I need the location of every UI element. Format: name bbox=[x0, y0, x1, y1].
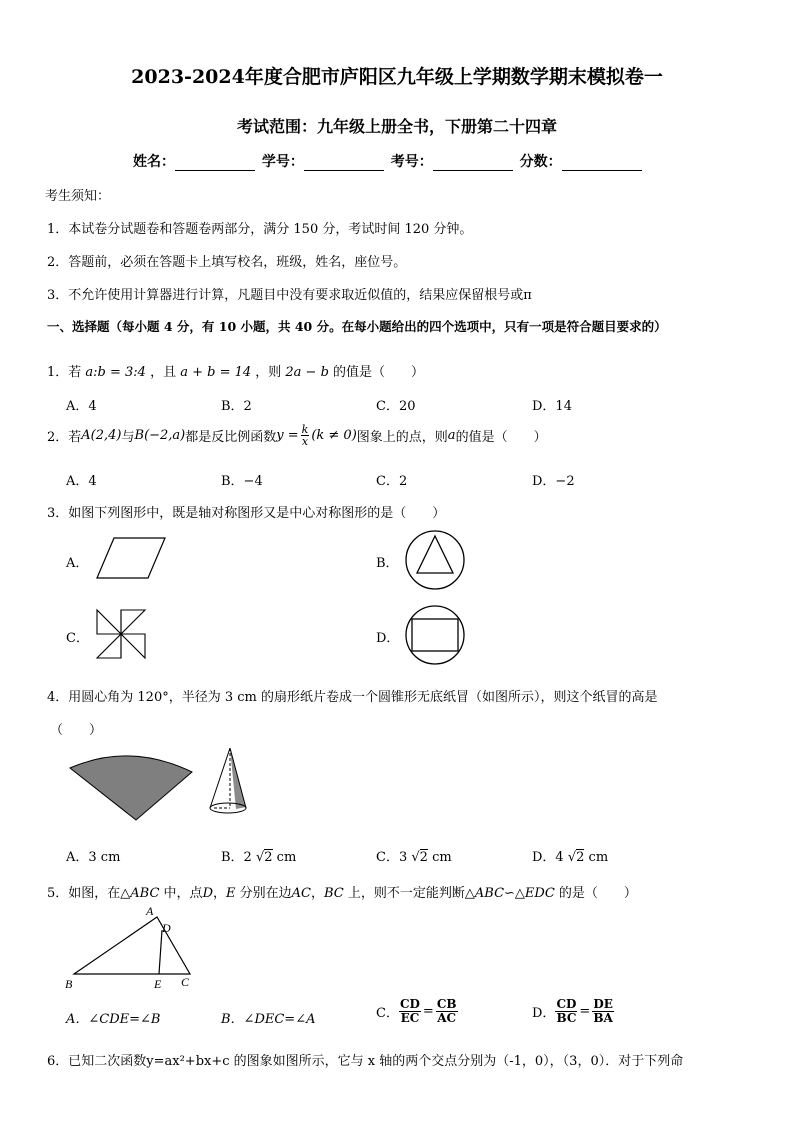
name-blank[interactable] bbox=[175, 156, 255, 171]
q3-option-d[interactable]: D． bbox=[376, 631, 400, 646]
q1-option-c[interactable]: C．20 bbox=[376, 399, 416, 414]
notice-item: 3．不允许使用计算器进行计算，凡题目中没有要求取近似值的，结果应保留根号或π bbox=[47, 288, 532, 303]
page-subtitle: 考试范围：九年级上册全书，下册第二十四章 bbox=[236, 117, 557, 136]
cone-figure bbox=[204, 745, 254, 820]
notice-item: 1．本试卷分试题卷和答题卷两部分，满分 150 分，考试时间 120 分钟。 bbox=[47, 222, 473, 237]
q5-option-b[interactable]: B．∠DEC=∠A bbox=[221, 1012, 316, 1027]
student-info-fields bbox=[133, 151, 644, 171]
q4-option-b[interactable]: B．2 √2 cm bbox=[221, 850, 297, 865]
q4-option-c[interactable]: C．3 √2 cm bbox=[376, 850, 452, 865]
page-title: 2023-2024年度合肥市庐阳区九年级上学期数学期末模拟卷一 bbox=[131, 66, 663, 88]
circle-triangle-figure bbox=[403, 528, 467, 592]
circle-rectangle-figure bbox=[403, 603, 467, 667]
q3-option-a[interactable]: A． bbox=[66, 556, 89, 571]
question-4-stem: 4．用圆心角为 120°，半径为 3 cm 的扇形纸片卷成一个圆锥形无底纸冒（如图所示），则这个纸冒的高是 bbox=[47, 690, 658, 705]
question-6-stem: 6．已知二次函数y=ax²+bx+c 的图象如图所示，它与 x 轴的两个交点分别为（-1，0），（3，0）．对于下列命 bbox=[47, 1054, 684, 1069]
q2-option-d[interactable]: D．−2 bbox=[532, 474, 575, 489]
q2-option-b[interactable]: B．−4 bbox=[221, 474, 263, 489]
student-id-blank[interactable] bbox=[304, 156, 384, 171]
q2-option-a[interactable]: A．4 bbox=[66, 474, 97, 489]
q1-option-d[interactable]: D．14 bbox=[532, 399, 572, 414]
label-b: B bbox=[65, 977, 73, 991]
sqrt-icon: √ bbox=[567, 850, 577, 865]
label-d: D bbox=[162, 921, 171, 935]
exam-id-label: 考号： bbox=[390, 154, 433, 170]
student-id-label: 学号： bbox=[261, 154, 304, 170]
score-label: 分数： bbox=[519, 154, 562, 170]
q5-option-c[interactable]: C． $\frac{CD}{EC}$ = $\frac{CB}{AC}$ bbox=[376, 997, 457, 1025]
fraction-k-over-x: $\frac{k}{x}$ bbox=[301, 423, 309, 448]
section-heading: 一、选择题（每小题 4 分，有 10 小题，共 40 分。在每小题给出的四个选项中，只有一项是符合题目要求的） bbox=[47, 319, 667, 334]
name-label: 姓名： bbox=[133, 154, 175, 170]
triangle-abc-figure bbox=[62, 904, 202, 992]
q5-option-d[interactable]: D． $\frac{CD}{BC}$ = $\frac{DE}{BA}$ bbox=[532, 997, 613, 1025]
q5-option-a[interactable]: A．∠CDE=∠B bbox=[66, 1012, 161, 1027]
question-5-stem: 5．如图，在△ABC 中，点D，E 分别在边AC，BC 上，则不一定能判断△ABC∽△EDC 的是（ ） bbox=[47, 886, 637, 901]
notice-item: 2．答题前，必须在答题卡上填写校名，班级，姓名，座位号。 bbox=[47, 255, 407, 270]
q2-option-c[interactable]: C．2 bbox=[376, 474, 408, 489]
sqrt-icon: √ bbox=[411, 850, 420, 865]
q1-option-a[interactable]: A．4 bbox=[66, 399, 97, 414]
question-3-stem: 3．如图下列图形中，既是轴对称图形又是中心对称图形的是（ ） bbox=[47, 506, 446, 521]
q4-option-d[interactable]: D．4 √2 cm bbox=[532, 850, 609, 865]
question-1-stem: 1．若 a:b = 3:4 ，且 a + b = 14 ，则 2a − b 的值是（ ） bbox=[47, 365, 425, 380]
question-4-stem-cont: （ ） bbox=[50, 723, 103, 738]
label-c: C bbox=[181, 975, 190, 989]
sector-figure bbox=[66, 750, 196, 825]
q1-option-b[interactable]: B．2 bbox=[221, 399, 252, 414]
parallelogram-figure bbox=[92, 532, 170, 582]
exam-id-blank[interactable] bbox=[433, 156, 513, 171]
label-a: A bbox=[146, 904, 154, 918]
pinwheel-figure bbox=[94, 607, 150, 663]
score-blank[interactable] bbox=[562, 156, 642, 171]
q4-option-a[interactable]: A．3 cm bbox=[66, 850, 121, 865]
sqrt-icon: √ bbox=[255, 850, 265, 865]
notice-heading: 考生须知： bbox=[45, 189, 111, 204]
q3-option-b[interactable]: B． bbox=[376, 556, 399, 571]
label-e: E bbox=[154, 977, 162, 991]
question-2-stem: 2．若 A(2,4) 与 B(−2,a) 都是反比例函数 y = $\frac{k}{x}$ (k ≠ 0) 图象上的点，则 a 的值是（ ） bbox=[47, 423, 547, 448]
q3-option-c[interactable]: C． bbox=[66, 631, 89, 646]
